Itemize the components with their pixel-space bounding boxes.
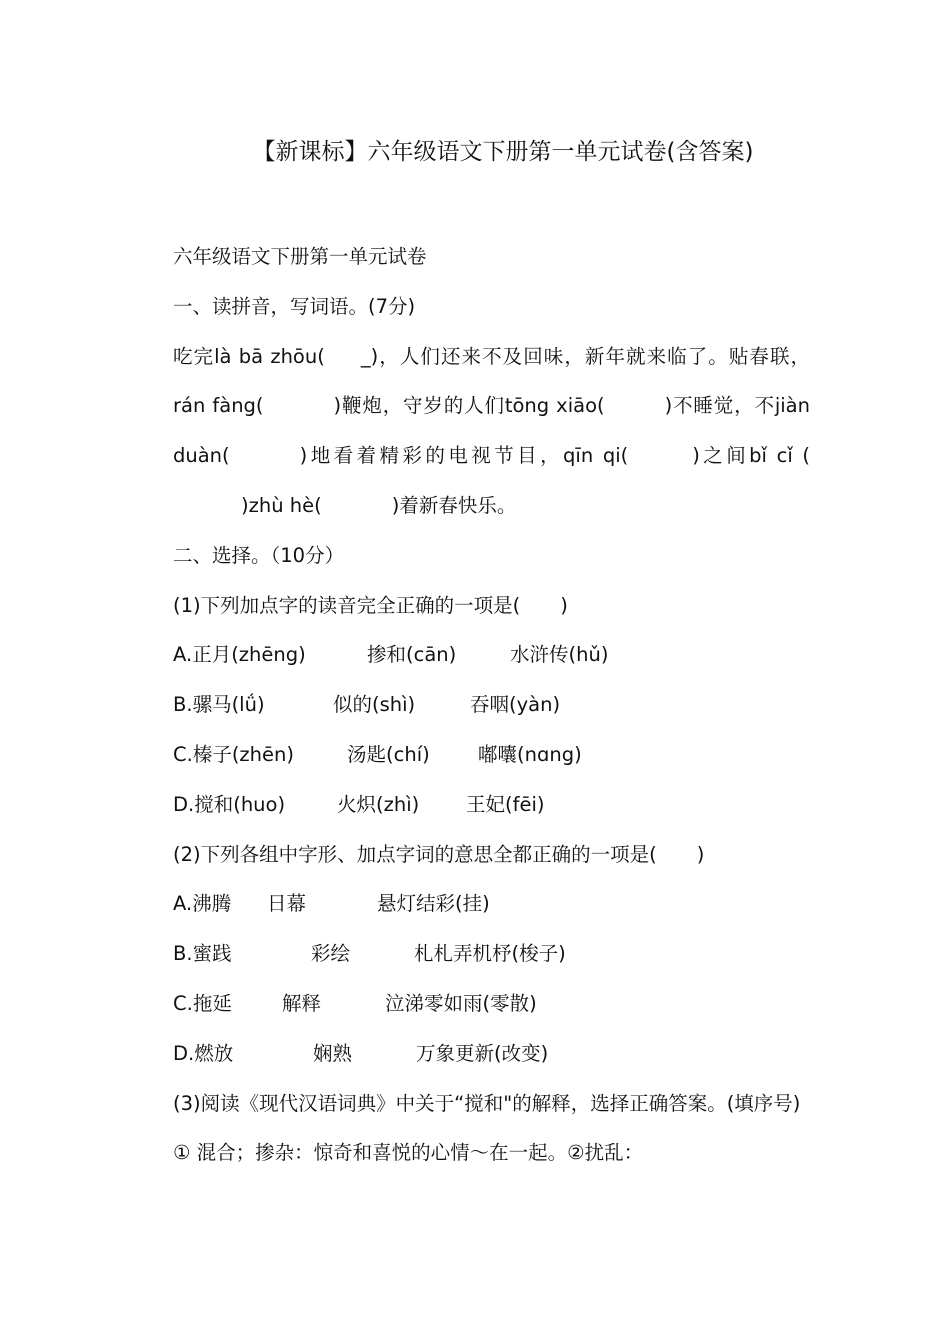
q2-option-c: [144, 979, 810, 1029]
subtitle: 六年级语文下册第一单元试卷: [173, 245, 427, 268]
option-item: 汤匙(chí): [347, 742, 430, 766]
q1-option-d: [144, 780, 810, 830]
document-title: 【新课标】六年级语文下册第一单元试卷(含答案): [252, 139, 754, 165]
text-run: )鞭炮，守岁的人们tōng xiāo(: [333, 394, 605, 418]
option-item: A.正月(zhēng): [173, 643, 306, 667]
option-item: 解释: [282, 991, 322, 1015]
section2-heading: 二、选择。（10分）: [173, 543, 345, 567]
question-text: ): [696, 842, 705, 866]
q1-option-a: [144, 630, 810, 680]
document-body: [144, 232, 810, 1178]
q2-option-d: [144, 1029, 810, 1079]
question-text: ): [560, 593, 568, 617]
q1-option-b: [144, 680, 810, 730]
text-run: )着新春快乐。: [391, 493, 517, 517]
option-item: B.骡马(lǘ): [173, 693, 265, 717]
text-run: 吃完là bā zhōu(: [173, 344, 325, 368]
question-text: (1)下列加点字的读音完全正确的一项是(: [173, 593, 521, 617]
option-item: 似的(shì): [333, 693, 416, 717]
option-item: 嘟囔(nɑng): [478, 742, 582, 766]
option-item: C.榛子(zhēn): [173, 742, 294, 766]
q1-option-c: [144, 730, 810, 780]
q2-option-b: [144, 929, 810, 979]
question-3-stem: (3)阅读《现代汉语词典》中关于“搅和"的解释，选择正确答案。(填序号): [173, 1091, 801, 1115]
section1-paragraph: [144, 332, 810, 531]
section1-heading: 一、读拼音，写词语。(7分): [173, 294, 416, 318]
question-1-stem: [144, 581, 810, 631]
option-item: 日幕: [267, 892, 307, 916]
text-run: )不睡觉，不jiàn duàn(: [173, 394, 810, 468]
option-item: 水浒传(hǔ): [510, 643, 609, 667]
option-item: 火炽(zhì): [337, 792, 420, 816]
q2-option-a: [144, 879, 810, 929]
question-2-stem: [144, 830, 810, 880]
option-item: 掺和(cān): [367, 643, 457, 667]
dictionary-definition: ① 混合；掺杂：惊奇和喜悦的心情～在一起。②扰乱：: [173, 1141, 644, 1165]
option-item: 娴熟: [313, 1041, 353, 1065]
option-item: C.拖延: [173, 991, 232, 1015]
option-item: 泣涕零如雨(零散): [385, 991, 537, 1015]
option-item: 万象更新(改变): [416, 1041, 549, 1065]
text-run: )zhù hè(: [241, 493, 322, 517]
text-run: )之间bǐ cǐ (: [692, 444, 810, 468]
option-item: D.燃放: [173, 1041, 234, 1065]
option-item: 彩绘: [311, 942, 351, 966]
option-item: D.搅和(huo): [173, 792, 286, 816]
option-item: 吞咽(yàn): [470, 693, 561, 717]
text-run: )地看着精彩的电视节目，qīn qi(: [299, 444, 629, 468]
option-item: 王妃(fēi): [466, 792, 545, 816]
text-run: _)，人们还来不及回味，新年就来临了。贴春联，rán fàng(: [173, 344, 811, 418]
question-text: (2)下列各组中字形、加点字词的意思全都正确的一项是(: [173, 842, 657, 866]
option-item: 札札弄机杼(梭子): [414, 942, 566, 966]
option-item: 悬灯结彩(挂): [377, 892, 490, 916]
option-item: B.蜜践: [173, 942, 232, 966]
option-item: A.沸腾: [173, 892, 232, 916]
